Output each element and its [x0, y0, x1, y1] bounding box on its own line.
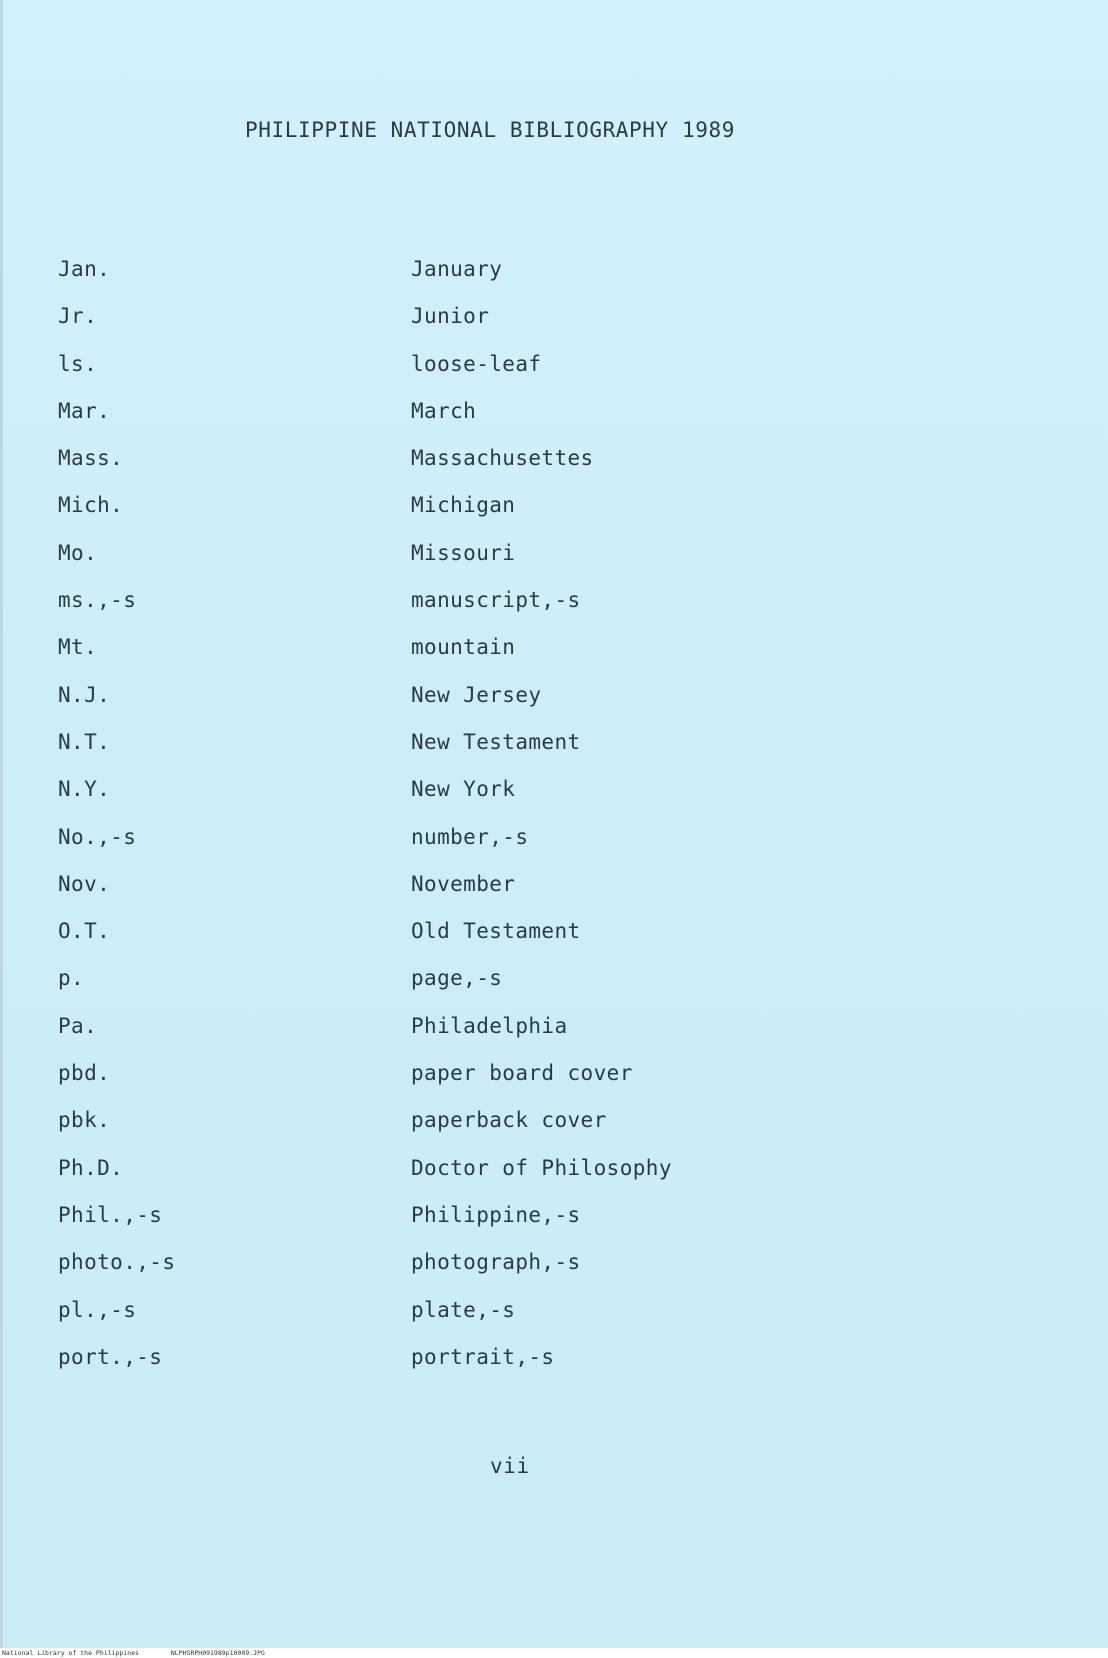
- abbreviation-definition: Junior: [411, 304, 490, 329]
- abbreviation-definition: Doctor of Philosophy: [411, 1155, 672, 1180]
- abbreviation-term: Ph.D.: [58, 1155, 124, 1180]
- abbreviation-row: [0, 966, 1108, 1013]
- abbreviation-definition: Old Testament: [411, 919, 581, 944]
- abbreviation-term: O.T.: [58, 919, 111, 944]
- abbreviation-definition: Philadelphia: [411, 1013, 568, 1038]
- abbreviation-term: pl.,-s: [58, 1297, 137, 1322]
- abbreviation-definition: November: [411, 871, 516, 896]
- abbreviation-term: Jan.: [58, 257, 111, 281]
- abbreviation-list: [0, 257, 1108, 1392]
- abbreviation-definition: Missouri: [411, 540, 516, 565]
- abbreviation-definition: page,-s: [411, 966, 503, 991]
- abbreviation-definition: New York: [411, 777, 516, 802]
- abbreviation-term: Phil.,-s: [58, 1202, 163, 1227]
- abbreviation-row: [0, 1298, 1108, 1345]
- abbreviation-definition: mountain: [411, 635, 516, 660]
- abbreviation-row: [0, 399, 1108, 446]
- abbreviation-definition: Michigan: [411, 493, 516, 518]
- abbreviation-term: N.J.: [58, 682, 111, 707]
- abbreviation-row: [0, 1345, 1108, 1392]
- abbreviation-row: [0, 304, 1108, 351]
- abbreviation-term: Pa.: [58, 1013, 98, 1038]
- abbreviation-term: ls.: [58, 351, 98, 376]
- abbreviation-term: Mich.: [58, 493, 124, 518]
- abbreviation-term: port.,-s: [58, 1344, 163, 1369]
- abbreviation-row: [0, 588, 1108, 635]
- abbreviation-definition: paperback cover: [411, 1108, 607, 1133]
- abbreviation-term: photo.,-s: [58, 1250, 176, 1275]
- abbreviation-definition: photograph,-s: [411, 1250, 581, 1275]
- abbreviation-row: [0, 635, 1108, 682]
- abbreviation-definition: number,-s: [411, 824, 529, 849]
- abbreviation-row: [0, 352, 1108, 399]
- abbreviation-row: [0, 541, 1108, 588]
- abbreviation-row: [0, 1203, 1108, 1250]
- scan-footer: [2, 1649, 293, 1657]
- abbreviation-definition: loose-leaf: [411, 351, 542, 376]
- abbreviation-row: [0, 777, 1108, 824]
- abbreviation-definition: paper board cover: [411, 1061, 633, 1086]
- abbreviation-definition: March: [411, 398, 477, 423]
- abbreviation-definition: New Jersey: [411, 682, 542, 707]
- abbreviation-term: Jr.: [58, 304, 98, 329]
- abbreviation-term: Mo.: [58, 540, 98, 565]
- abbreviation-term: Nov.: [58, 871, 111, 896]
- abbreviation-term: pbk.: [58, 1108, 111, 1133]
- abbreviation-term: ms.,-s: [58, 588, 137, 613]
- abbreviation-term: N.Y.: [58, 777, 111, 802]
- abbreviation-definition: Philippine,-s: [411, 1202, 581, 1227]
- abbreviation-row: [0, 919, 1108, 966]
- abbreviation-definition: plate,-s: [411, 1297, 516, 1322]
- abbreviation-row: [0, 730, 1108, 777]
- footer-file: NLPHSRPH091989p10009.JPG: [170, 1649, 265, 1657]
- abbreviation-row: [0, 257, 1108, 304]
- abbreviation-term: p.: [58, 966, 85, 991]
- page-header-title: PHILIPPINE NATIONAL BIBLIOGRAPHY 1989: [245, 118, 735, 142]
- abbreviation-term: No.,-s: [58, 824, 137, 849]
- abbreviation-term: Mt.: [58, 635, 98, 660]
- abbreviation-definition: Massachusettes: [411, 446, 594, 471]
- abbreviation-row: [0, 1156, 1108, 1203]
- abbreviation-definition: January: [411, 257, 503, 281]
- abbreviation-row: [0, 825, 1108, 872]
- abbreviation-definition: manuscript,-s: [411, 588, 581, 613]
- abbreviation-definition: New Testament: [411, 729, 581, 754]
- footer-source: National Library of the Philippines: [2, 1649, 139, 1657]
- page-number: vii: [490, 1454, 530, 1478]
- abbreviation-row: [0, 683, 1108, 730]
- abbreviation-row: [0, 1250, 1108, 1297]
- abbreviation-row: [0, 446, 1108, 493]
- abbreviation-term: N.T.: [58, 729, 111, 754]
- abbreviation-row: [0, 872, 1108, 919]
- abbreviation-row: [0, 493, 1108, 540]
- abbreviation-term: pbd.: [58, 1061, 111, 1086]
- abbreviation-row: [0, 1014, 1108, 1061]
- abbreviation-term: Mar.: [58, 398, 111, 423]
- abbreviation-row: [0, 1061, 1108, 1108]
- abbreviation-row: [0, 1108, 1108, 1155]
- abbreviation-definition: portrait,-s: [411, 1344, 555, 1369]
- abbreviation-term: Mass.: [58, 446, 124, 471]
